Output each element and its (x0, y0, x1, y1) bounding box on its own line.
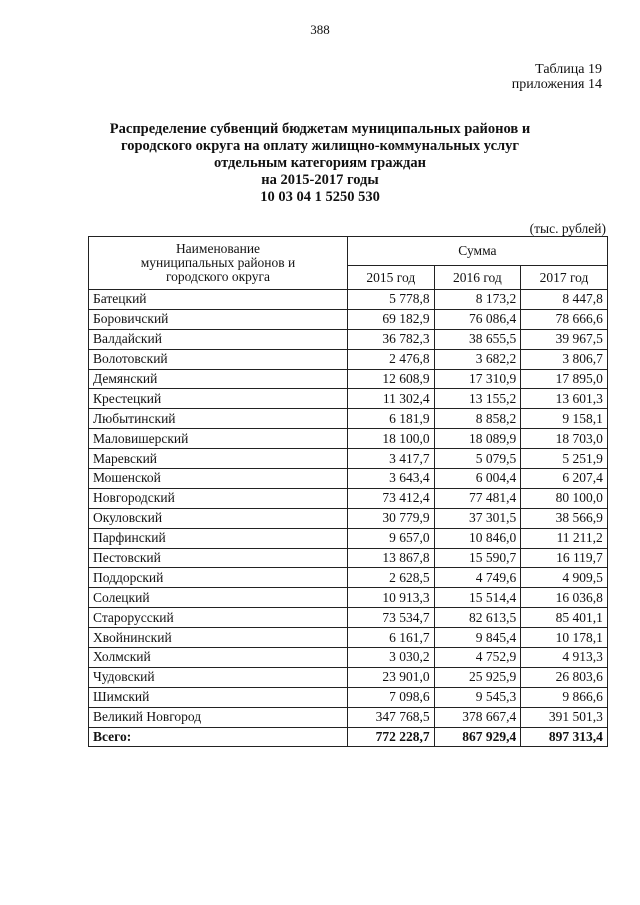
district-name: Великий Новгород (89, 707, 348, 727)
district-name: Демянский (89, 369, 348, 389)
amount-2015: 11 302,4 (348, 389, 435, 409)
amount-2016: 4 749,6 (434, 568, 521, 588)
district-name: Мошенской (89, 469, 348, 489)
amount-2017: 8 447,8 (521, 290, 608, 310)
title-line-2: городского округа на оплату жилищно-коммунальных услуг (121, 138, 519, 154)
amount-2015: 9 657,0 (348, 528, 435, 548)
table-row (89, 309, 608, 329)
amount-2016: 5 079,5 (434, 449, 521, 469)
amount-2015: 3 643,4 (348, 469, 435, 489)
amount-2017: 10 178,1 (521, 628, 608, 648)
district-name: Батецкий (89, 290, 348, 310)
subsidy-table (88, 236, 608, 747)
amount-2016: 18 089,9 (434, 429, 521, 449)
amount-2017: 26 803,6 (521, 667, 608, 687)
district-name: Волотовский (89, 349, 348, 369)
district-name: Любытинский (89, 409, 348, 429)
units-label: (тыс. рублей) (529, 221, 606, 236)
amount-2016: 25 925,9 (434, 667, 521, 687)
amount-2015: 18 100,0 (348, 429, 435, 449)
amount-2017: 85 401,1 (521, 608, 608, 628)
amount-2016: 15 590,7 (434, 548, 521, 568)
amount-2017: 16 119,7 (521, 548, 608, 568)
table-row (89, 409, 608, 429)
amount-2017: 16 036,8 (521, 588, 608, 608)
amount-2017: 80 100,0 (521, 488, 608, 508)
table-row (89, 290, 608, 310)
amount-2017: 3 806,7 (521, 349, 608, 369)
district-name: Солецкий (89, 588, 348, 608)
table-body (89, 290, 608, 747)
amount-2017: 9 866,6 (521, 687, 608, 707)
amount-2017: 13 601,3 (521, 389, 608, 409)
amount-2015: 69 182,9 (348, 309, 435, 329)
table-row (89, 389, 608, 409)
amount-2016: 10 846,0 (434, 528, 521, 548)
district-name: Крестецкий (89, 389, 348, 409)
amount-2016: 37 301,5 (434, 508, 521, 528)
amount-2015: 3 417,7 (348, 449, 435, 469)
district-name: Боровичский (89, 309, 348, 329)
amount-2016: 3 682,2 (434, 349, 521, 369)
column-header-2016: 2016 год (434, 266, 521, 290)
table-row (89, 608, 608, 628)
amount-2017: 4 913,3 (521, 648, 608, 668)
amount-2016: 13 155,2 (434, 389, 521, 409)
title-line-3: отдельным категориям граждан (214, 155, 426, 171)
amount-2017: 6 207,4 (521, 469, 608, 489)
table-number: Таблица 19 (535, 62, 602, 77)
district-name: Окуловский (89, 508, 348, 528)
amount-2015: 12 608,9 (348, 369, 435, 389)
district-name: Холмский (89, 648, 348, 668)
column-header-sum: Сумма (348, 237, 608, 266)
district-name: Старорусский (89, 608, 348, 628)
amount-2016: 76 086,4 (434, 309, 521, 329)
table-row (89, 369, 608, 389)
amount-2016: 82 613,5 (434, 608, 521, 628)
total-2015: 772 228,7 (348, 727, 435, 747)
amount-2015: 10 913,3 (348, 588, 435, 608)
table-row (89, 648, 608, 668)
total-2017: 897 313,4 (521, 727, 608, 747)
document-title (60, 121, 580, 206)
amount-2015: 30 779,9 (348, 508, 435, 528)
column-header-2015: 2015 год (348, 266, 435, 290)
amount-2016: 9 845,4 (434, 628, 521, 648)
amount-2017: 4 909,5 (521, 568, 608, 588)
column-header-name: Наименование муниципальных районов и городского округа (89, 237, 348, 290)
district-name: Шимский (89, 687, 348, 707)
table-row (89, 429, 608, 449)
table-row (89, 488, 608, 508)
title-line-1: Распределение субвенций бюджетам муниципальных районов и (109, 121, 531, 137)
amount-2016: 77 481,4 (434, 488, 521, 508)
amount-2015: 6 161,7 (348, 628, 435, 648)
title-line-4: на 2015-2017 годы (261, 172, 379, 188)
amount-2015: 13 867,8 (348, 548, 435, 568)
table-row (89, 687, 608, 707)
table-reference (512, 62, 602, 92)
district-name: Новгородский (89, 488, 348, 508)
amount-2015: 2 628,5 (348, 568, 435, 588)
amount-2016: 15 514,4 (434, 588, 521, 608)
total-2016: 867 929,4 (434, 727, 521, 747)
amount-2017: 18 703,0 (521, 429, 608, 449)
district-name: Поддорский (89, 568, 348, 588)
district-name: Чудовский (89, 667, 348, 687)
amount-2015: 5 778,8 (348, 290, 435, 310)
district-name: Парфинский (89, 528, 348, 548)
amount-2017: 5 251,9 (521, 449, 608, 469)
table-row (89, 568, 608, 588)
amount-2015: 23 901,0 (348, 667, 435, 687)
amount-2017: 391 501,3 (521, 707, 608, 727)
amount-2015: 6 181,9 (348, 409, 435, 429)
district-name: Маловишерский (89, 429, 348, 449)
table-row (89, 449, 608, 469)
amount-2017: 38 566,9 (521, 508, 608, 528)
table-row (89, 707, 608, 727)
amount-2016: 4 752,9 (434, 648, 521, 668)
table-row (89, 329, 608, 349)
table-row (89, 548, 608, 568)
budget-code: 10 03 04 1 5250 530 (260, 189, 380, 205)
district-name: Хвойнинский (89, 628, 348, 648)
amount-2016: 38 655,5 (434, 329, 521, 349)
amount-2015: 73 534,7 (348, 608, 435, 628)
amount-2016: 6 004,4 (434, 469, 521, 489)
total-label: Всего: (89, 727, 348, 747)
amount-2016: 9 545,3 (434, 687, 521, 707)
amount-2017: 11 211,2 (521, 528, 608, 548)
amount-2016: 8 173,2 (434, 290, 521, 310)
amount-2016: 8 858,2 (434, 409, 521, 429)
page-number: 388 (310, 22, 330, 37)
amount-2015: 7 098,6 (348, 687, 435, 707)
amount-2015: 73 412,4 (348, 488, 435, 508)
district-name: Валдайский (89, 329, 348, 349)
table-row (89, 528, 608, 548)
district-name: Пестовский (89, 548, 348, 568)
table-row (89, 469, 608, 489)
amount-2015: 347 768,5 (348, 707, 435, 727)
column-header-2017: 2017 год (521, 266, 608, 290)
table-row (89, 508, 608, 528)
amount-2017: 17 895,0 (521, 369, 608, 389)
table-row (89, 628, 608, 648)
table-row (89, 349, 608, 369)
amount-2015: 2 476,8 (348, 349, 435, 369)
table-row (89, 588, 608, 608)
amount-2016: 17 310,9 (434, 369, 521, 389)
amount-2017: 39 967,5 (521, 329, 608, 349)
amount-2015: 36 782,3 (348, 329, 435, 349)
amount-2015: 3 030,2 (348, 648, 435, 668)
amount-2016: 378 667,4 (434, 707, 521, 727)
table-row (89, 667, 608, 687)
appendix-number: приложения 14 (511, 77, 602, 92)
amount-2017: 9 158,1 (521, 409, 608, 429)
total-row (89, 727, 608, 747)
district-name: Маревский (89, 449, 348, 469)
amount-2017: 78 666,6 (521, 309, 608, 329)
